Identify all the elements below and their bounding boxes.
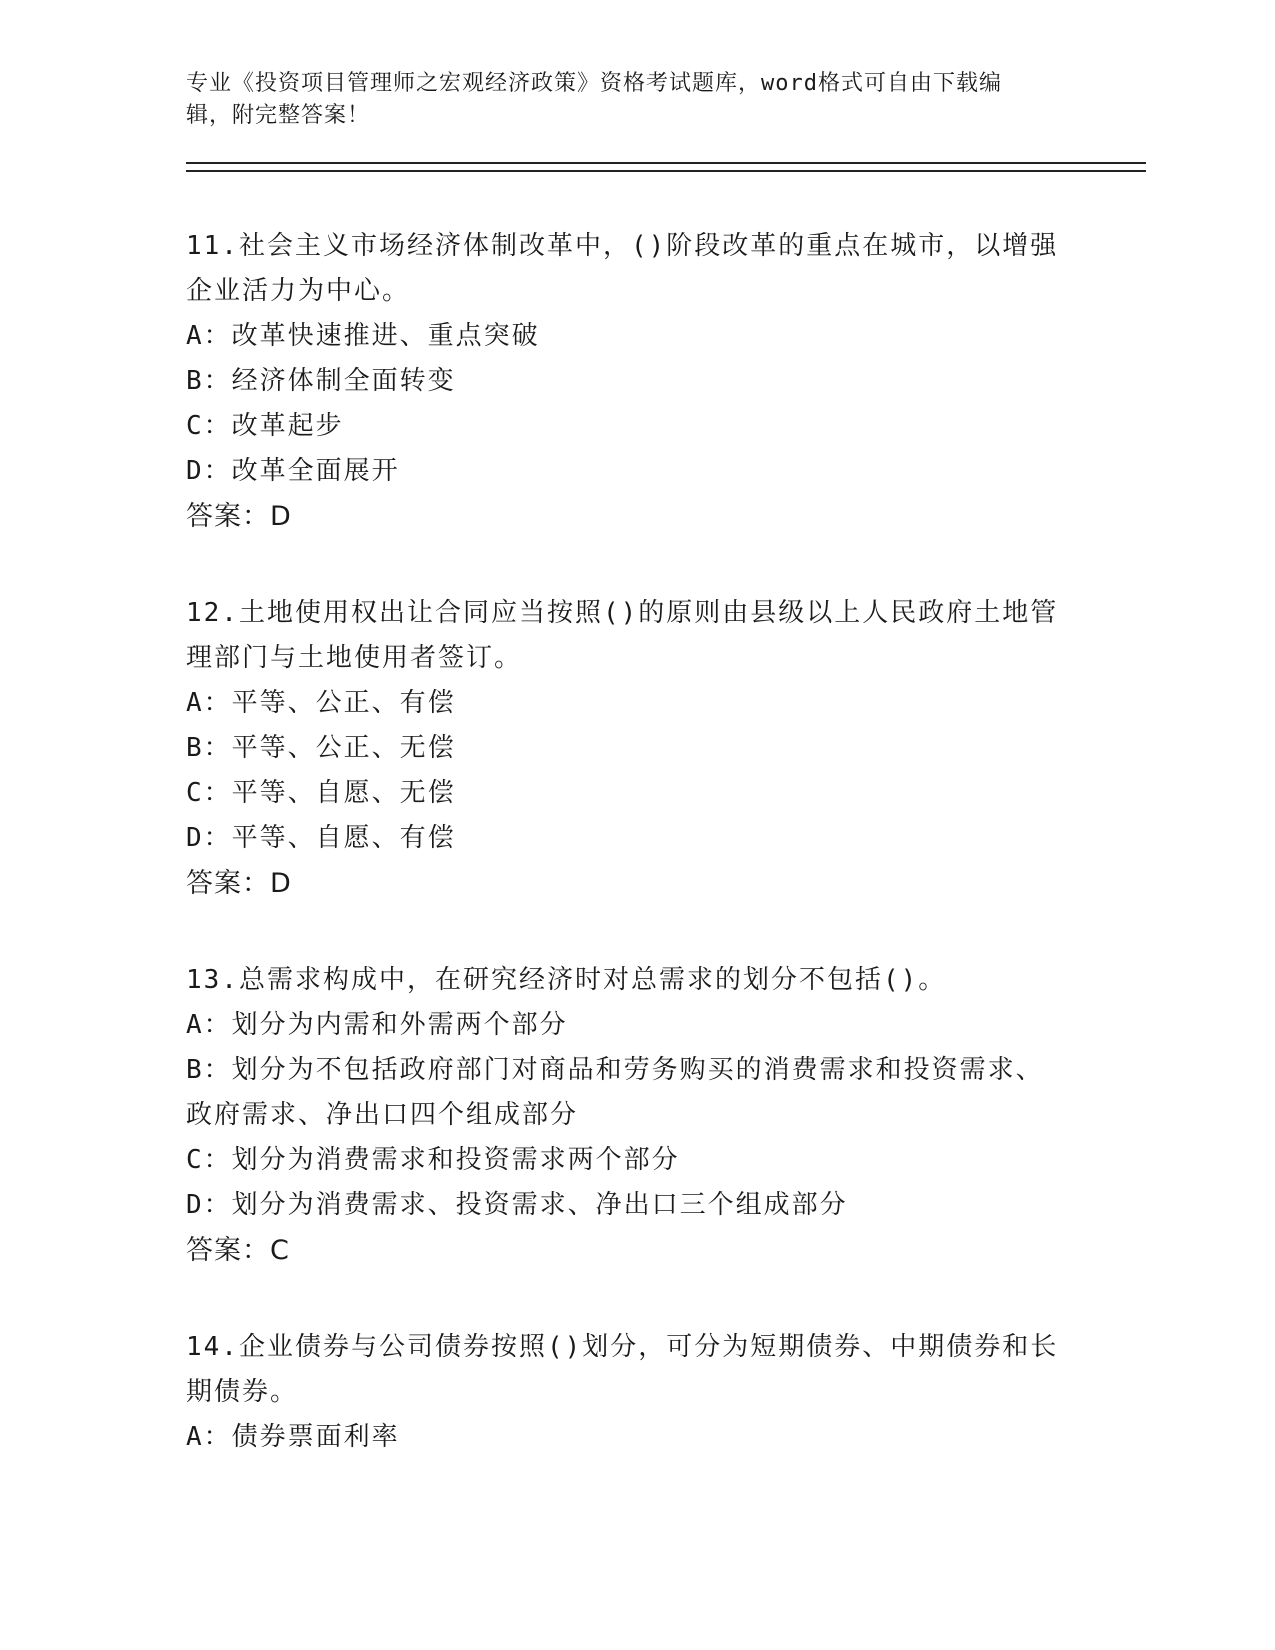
answer: 答案：C [186,1235,290,1266]
double-rule-divider [186,162,1146,172]
answer: 答案：D [186,501,292,532]
intro-line-2: 辑，附完整答案！ [186,103,371,128]
question-stem: 13.总需求构成中，在研究经济时对总需求的划分不包括()。 [186,965,947,995]
option-c: C：划分为消费需求和投资需求两个部分 [186,1145,680,1175]
question-stem-continued: 理部门与土地使用者签订。 [186,643,523,673]
question-stem: 14.企业债券与公司债券按照()划分，可分为短期债券、中期债券和长 [186,1332,1059,1362]
option-b: B：划分为不包括政府部门对商品和劳务购买的消费需求和投资需求、 [186,1055,1044,1085]
option-d: D：平等、自愿、有偿 [186,823,456,853]
option-b: B：经济体制全面转变 [186,366,456,396]
answer: 答案：D [186,868,292,899]
document-page [186,68,1146,1460]
question-12 [186,591,1146,906]
question-stem-continued: 企业活力为中心。 [186,276,411,306]
intro-line-1: 专业《投资项目管理师之宏观经济政策》资格考试题库，word格式可自由下载编 [186,71,1002,96]
option-a: A：平等、公正、有偿 [186,688,456,718]
option-a: A：债券票面利率 [186,1422,400,1452]
option-b: B：平等、公正、无偿 [186,733,456,763]
option-d: D：划分为消费需求、投资需求、净出口三个组成部分 [186,1190,848,1220]
question-14 [186,1325,1146,1460]
question-stem: 12.土地使用权出让合同应当按照()的原则由县级以上人民政府土地管 [186,598,1059,628]
question-stem: 11.社会主义市场经济体制改革中，()阶段改革的重点在城市，以增强 [186,231,1059,261]
option-a: A：划分为内需和外需两个部分 [186,1010,568,1040]
option-a: A：改革快速推进、重点突破 [186,321,540,351]
question-11 [186,224,1146,539]
option-b-continued: 政府需求、净出口四个组成部分 [186,1100,579,1130]
option-c: C：平等、自愿、无偿 [186,778,456,808]
question-stem-continued: 期债券。 [186,1377,299,1407]
option-c: C：改革起步 [186,411,344,441]
option-d: D：改革全面展开 [186,456,400,486]
question-13 [186,958,1146,1273]
